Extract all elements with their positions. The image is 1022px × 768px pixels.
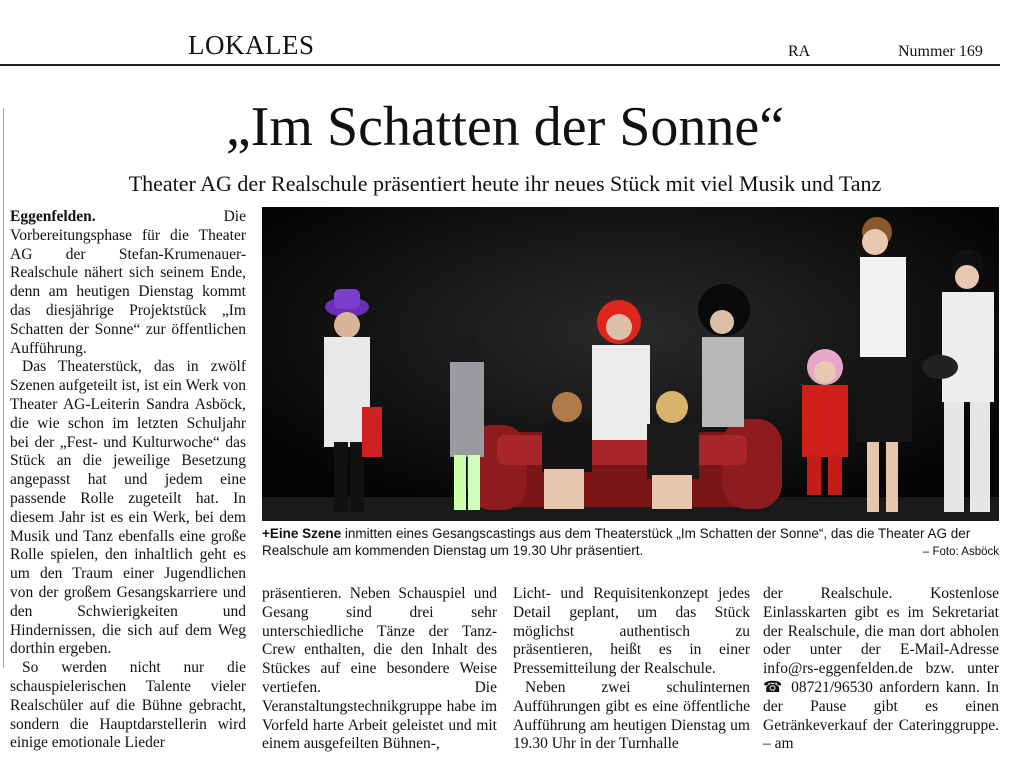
- section-title: LOKALES: [188, 30, 315, 60]
- caption-text: inmitten eines Gesangscastings aus dem Theaterstück „Im Schatten der Sonne“, das die Theater AG der Realschule am kommenden Dienstag um 19.30 Uhr präsentiert.: [262, 526, 971, 558]
- article-column-1: [10, 208, 246, 753]
- col3-paragraph-2: Neben zwei schulinternen Aufführungen gibt es eine öffentliche Aufführung am heutigen Dienstag um 19.30 Uhr in der Turnhalle: [513, 678, 750, 753]
- article-column-4: [763, 585, 999, 754]
- col2-paragraph: präsentieren. Neben Schauspiel und Gesang sind drei sehr unterschiedliche Tänze der Tanz-Crew enthalten, die den Inhalt des Stückes auf eine besondere Weise vertiefen. Die Veranstaltungstechnikgruppe habe im Vorfeld harte Arbeit geleistet und mit einem ausgefeilten Bühnen-,: [262, 585, 497, 753]
- col3-paragraph-1: Licht- und Requisitenkonzept jedes Detail geplant, um das Stück möglichst authentisch zu präsentieren, heißt es in einer Pressemitteilung der Realschule.: [513, 585, 750, 678]
- article-column-2: [262, 585, 497, 754]
- paper-abbreviation: RA: [788, 43, 811, 60]
- header-rule: [0, 64, 1000, 66]
- photo-credit: – Foto: Asböck: [922, 546, 999, 558]
- subheadline: Theater AG der Realschule präsentiert heute ihr neues Stück mit viel Musik und Tanz: [128, 171, 882, 196]
- col4-paragraph: der Realschule. Kostenlose Einlasskarten gibt es im Sekretariat der Realschule, die man dort abholen oder unter der E-Mail-Adresse info@rs-eggenfelden.de bzw. unter ☎ 08721/96530 anfordern kann. In der Pause gibt es einen Getränkeverkauf der Cateringgruppe. – am: [763, 585, 999, 753]
- article-column-3: [513, 585, 750, 754]
- photo-caption: [262, 525, 999, 561]
- issue-number: Nummer 169: [898, 43, 983, 60]
- red-costume-figure: [362, 407, 382, 457]
- paragraph-1: [10, 208, 246, 358]
- paragraph-2: Das Theaterstück, das in zwölf Szenen aufgeteilt ist, ist ein Werk von Theater AG-Leiterin Sandra Asböck, die wie schon im letzten Schuljahr bei der „Fest- und Kulturwoche“ das Stück an die jeweilige Besetzung angepasst hat und jedem eine passende Rolle zugeteilt hat. In diesem Jahr ist es ein Werk, bei dem Musik und Tanz ebenfalls eine große Rolle spielen, den inhaltlich geht es um den Traum einer Jugendlichen von der großem Gesangskarriere und den Schwierigkeiten und Hindernissen, die sich auf dem Weg dorthin ergeben.: [10, 358, 246, 658]
- paragraph-1-text: Die Vorbereitungsphase für die Theater AG der Stefan-Krumenauer-Realschule nähert sich seinem Ende, denn am heutigen Dienstag kommt das diesjährige Projektstück „Im Schatten der Sonne“ zur öffentlichen Aufführung.: [10, 208, 246, 357]
- stage-scene-illustration: [262, 207, 999, 521]
- headline: „Im Schatten der Sonne“: [225, 96, 785, 158]
- stage-photo: [262, 207, 999, 521]
- dateline: Eggenfelden.: [10, 208, 96, 225]
- paragraph-3: So werden nicht nur die schauspielerischen Talente vieler Realschüler auf die Bühne gebracht, sondern die Hauptdarstellerin wird einige emotionale Lieder: [10, 659, 246, 752]
- caption-bold: +Eine Szene: [262, 526, 342, 541]
- actor-black-afro: [698, 284, 750, 427]
